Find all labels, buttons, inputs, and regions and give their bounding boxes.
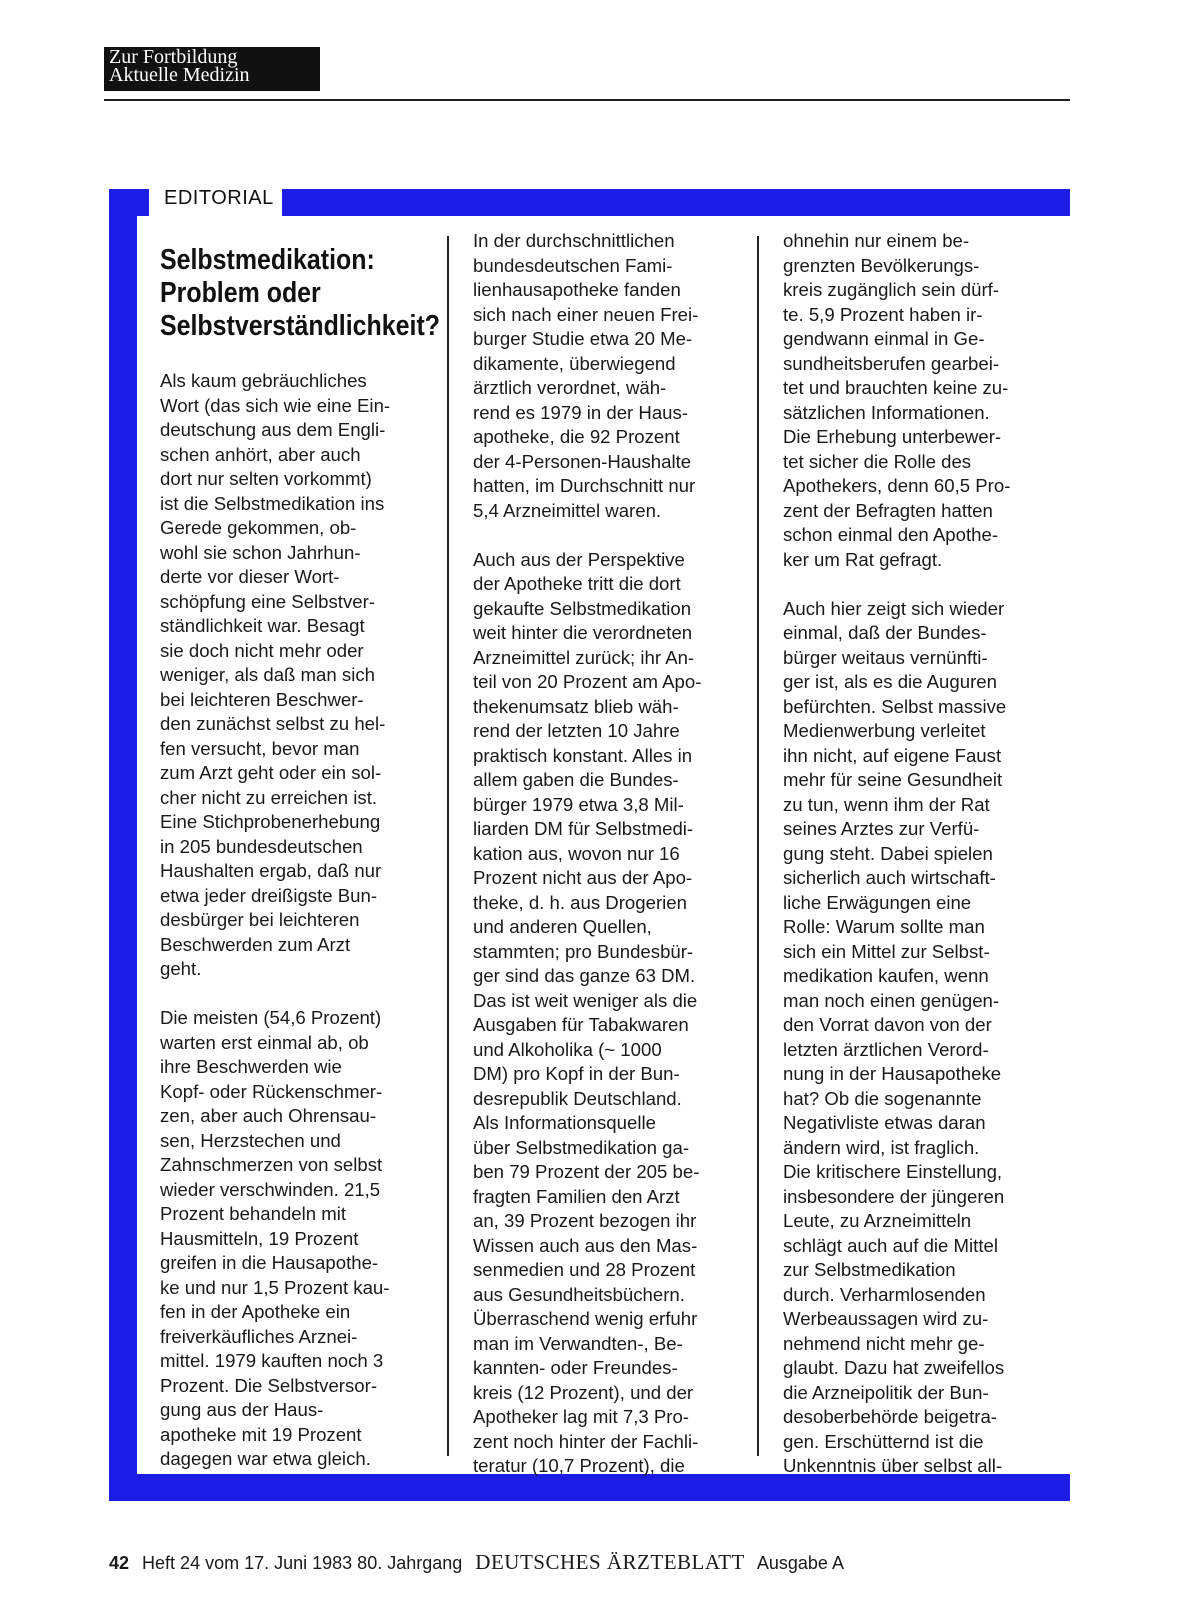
header-line-1: Zur Fortbildung [109,46,238,68]
headline-line-2: Problem oder [160,277,321,309]
paragraph: Auch aus der Perspektive der Apotheke tritt die dort gekaufte Selbstmedikation weit hinter die verordneten Arzneimittel zurück; ihr An- teil von 20 Prozent am Apo- thekenumsatz blieb wäh- rend der letzten 10 Jahre praktisch konstant. Alles in allem gaben die Bundes- bürger 1979 etwa 3,8 Mil- liarden DM für Selbstmedi- kation aus, wovon nur 16 Prozent nicht aus der Apo- theke, d. h. aus Drogerien und anderen Quellen, stammten; pro Bundesbür- ger sind das ganze 63 DM. Das ist weit weniger als die Ausgaben für Tabakwaren und Alkoholika (~ 1000 DM) pro Kopf in der Bun- desrepublik Deutschland. Als Informationsquelle über Selbstmedikation ga- ben 79 Prozent der 205 be- fragten Familien den Arzt an, 39 Prozent bezogen ihr Wissen auch aus den Mas- senmedien und 28 Prozent aus Gesundheitsbüchern. Überraschend wenig erfuhr man im Verwandten-, Be- kannten- oder Freundes- kreis (12 Prozent), und der Apotheker lag mit 7,3 Pro- zent noch hinter der Fachli- teratur (10,7 Prozent), die [473,548,702,1476]
column-1 [160,369,440,1496]
column-divider-2 [757,236,759,1456]
section-header-box [104,47,320,91]
paragraph: Als kaum gebräuchliches Wort (das sich wie eine Ein- deutschung aus dem Engli- schen anhört, aber auch dort nur selten vorkommt) ist die Selbstmedikation ins Gerede gekommen, ob- wohl sie schon Jahrhun- derte vor dieser Wort- schöpfung eine Selbstver- ständlichkeit war. Besagt sie doch nicht mehr oder weniger, als daß man sich bei leichteren Beschwer- den zunächst selbst zu hel- fen versucht, bevor man zum Arzt geht oder ein sol- cher nicht zu erreichen ist. Eine Stichprobenerhebung in 205 bundesdeutschen Haushalten ergab, daß nur etwa jeder dreißigste Bun- desbürger bei leichteren Beschwerden zum Arzt geht. [160,370,391,979]
edition: Ausgabe A [756,1553,844,1573]
article-headline [160,244,440,343]
column-3 [783,229,1068,1503]
headline-line-3: Selbstverständlichkeit? [160,310,440,342]
paragraph: Die meisten (54,6 Prozent) warten erst einmal ab, ob ihre Beschwerden wie Kopf- oder Rückenschmer- zen, aber auch Ohrensau- sen, Herzstechen und Zahnschmerzen von selbst wieder verschwinden. 21,5 Prozent behandeln mit Hausmitteln, 19 Prozent greifen in die Hausapothe- ke und nur 1,5 Prozent kau- fen in der Apotheke ein freiverkäufliches Arznei- mittel. 1979 kauften noch 3 Prozent. Die Selbstversor- gung aus der Haus- apotheke mit 19 Prozent dagegen war etwa gleich. [160,1007,390,1469]
blue-frame-left [109,189,137,1491]
column-2 [473,229,753,1503]
blue-frame-top [282,189,1070,216]
paragraph: Auch hier zeigt sich wieder einmal, daß der Bundes- bürger weitaus vernünfti- ger ist, als es die Auguren befürchten. Selbst massive Medienwerbung verleitet ihn nicht, auf eigene Faust mehr für seine Gesundheit zu tun, wenn ihm der Rat seines Arztes zur Verfü- gung steht. Dabei spielen sicherlich auch wirtschaft- liche Erwägungen eine Rolle: Warum sollte man sich ein Mittel zur Selbst- medikation kaufen, wenn man noch einen genügen- den Vorrat davon von der letzten ärztlichen Verord- nung in der Hausapotheke hat? Ob die sogenannte Negativliste etwas daran ändern wird, ist fraglich. Die kritischere Einstellung, insbesondere der jüngeren Leute, zu Arzneimitteln schlägt auch auf die Mittel zur Selbstmedikation durch. Verharmlosenden Werbeaussagen wird zu- nehmend nicht mehr ge- glaubt. Dazu hat zweifellos die Arzneipolitik der Bun- desoberbehörde beigetra- gen. Erschütternd ist die Unkenntnis über selbst all- [783,597,1007,1476]
journal-name: DEUTSCHES ÄRZTEBLATT [475,1550,745,1574]
blue-frame-corner [109,189,149,216]
section-label: EDITORIAL [164,187,274,209]
issue-info: Heft 24 vom 17. Juni 1983 80. Jahrgang [142,1553,463,1573]
column-divider-1 [447,236,449,1456]
header-rule [104,99,1070,101]
page-footer [109,1550,844,1575]
page-number: 42 [109,1553,130,1573]
paragraph: ohnehin nur einem be- grenzten Bevölkerungs- kreis zugänglich sein dürf- te. 5,9 Prozent haben ir- gendwann einmal in Ge- sundheitsberufen gearbei- tet und brauchten keine zu- sätzlichen Informationen. Die Erhebung unterbewer- tet sicher die Rolle des Apothekers, denn 60,5 Pro- zent der Befragten hatten schon einmal den Apothe- ker um Rat gefragt. [783,230,1011,570]
headline-line-1: Selbstmedikation: [160,244,375,276]
header-line-2: Aktuelle Medizin [109,64,250,86]
paragraph: In der durchschnittlichen bundesdeutschen Fami- lienhausapotheke fanden sich nach einer neuen Frei- burger Studie etwa 20 Me- dikamente, überwiegend ärztlich verordnet, wäh- rend es 1979 in der Haus- apotheke, die 92 Prozent der 4-Personen-Haushalte hatten, im Durchschnitt nur 5,4 Arzneimittel waren. [473,230,699,521]
